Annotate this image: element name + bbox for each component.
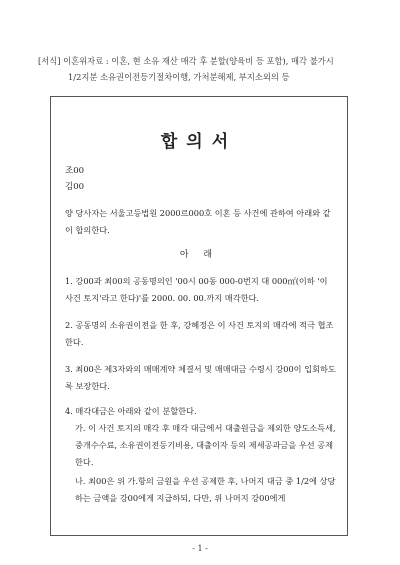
clause-4-a: 가. 이 사건 토지의 매각 후 매각 대금에서 대출원금을 제외한 양도소득세, 중개수수료, 소유권이전등기비용, 대출이자 등의 제세공과금을 우선 공제한다.: [75, 423, 336, 467]
page-number: - 1 -: [192, 544, 208, 553]
party-1: 조00: [65, 166, 85, 176]
document-title: 합의서: [160, 132, 238, 152]
clause-4: 4. 매각대금은 아래와 같이 분할한다.: [65, 406, 197, 416]
below-heading: 아 래: [179, 250, 219, 260]
agreement-box: [50, 96, 348, 536]
header-line-1: [서식] 이혼위자료 : 이혼, 현 소유 재산 매각 후 분할(양육비 등 포함), 매각 불가시: [38, 56, 334, 66]
header-line-2: 1/2지분 소유권이전등기절차이행, 가처분해제, 부지소외의 등: [68, 72, 290, 82]
intro-paragraph: 양 당사자는 서울고등법원 2000르000호 이혼 등 사건에 관하여 아래와 같이 합의한다.: [65, 208, 331, 235]
clause-4-b: 나. 최00은 위 가.항의 금원을 우선 공제한 후, 나머지 대금 중 1/2에 상당하는 금액을 강00에게 지급하되, 다만, 위 나머지 강00에게: [75, 476, 336, 503]
clause-3: 3. 최00은 제3자와의 매매계약 체결서 및 매매대금 수령시 강00이 입회하도록 보장한다.: [65, 364, 336, 391]
form-header: [38, 53, 368, 85]
party-2: 김00: [65, 182, 85, 192]
clause-1: 1. 강00과 최00의 공동명의인 '00시 00동 000-0번지 대 000㎡(이하 '이 사건 토지'라고 한다)'를 2000. 00. 00.까지 매각한다.: [65, 276, 328, 303]
clause-2: 2. 공동명의 소유권이전을 한 후, 강혜정은 이 사건 토지의 매각에 적극 협조한다.: [65, 320, 334, 347]
